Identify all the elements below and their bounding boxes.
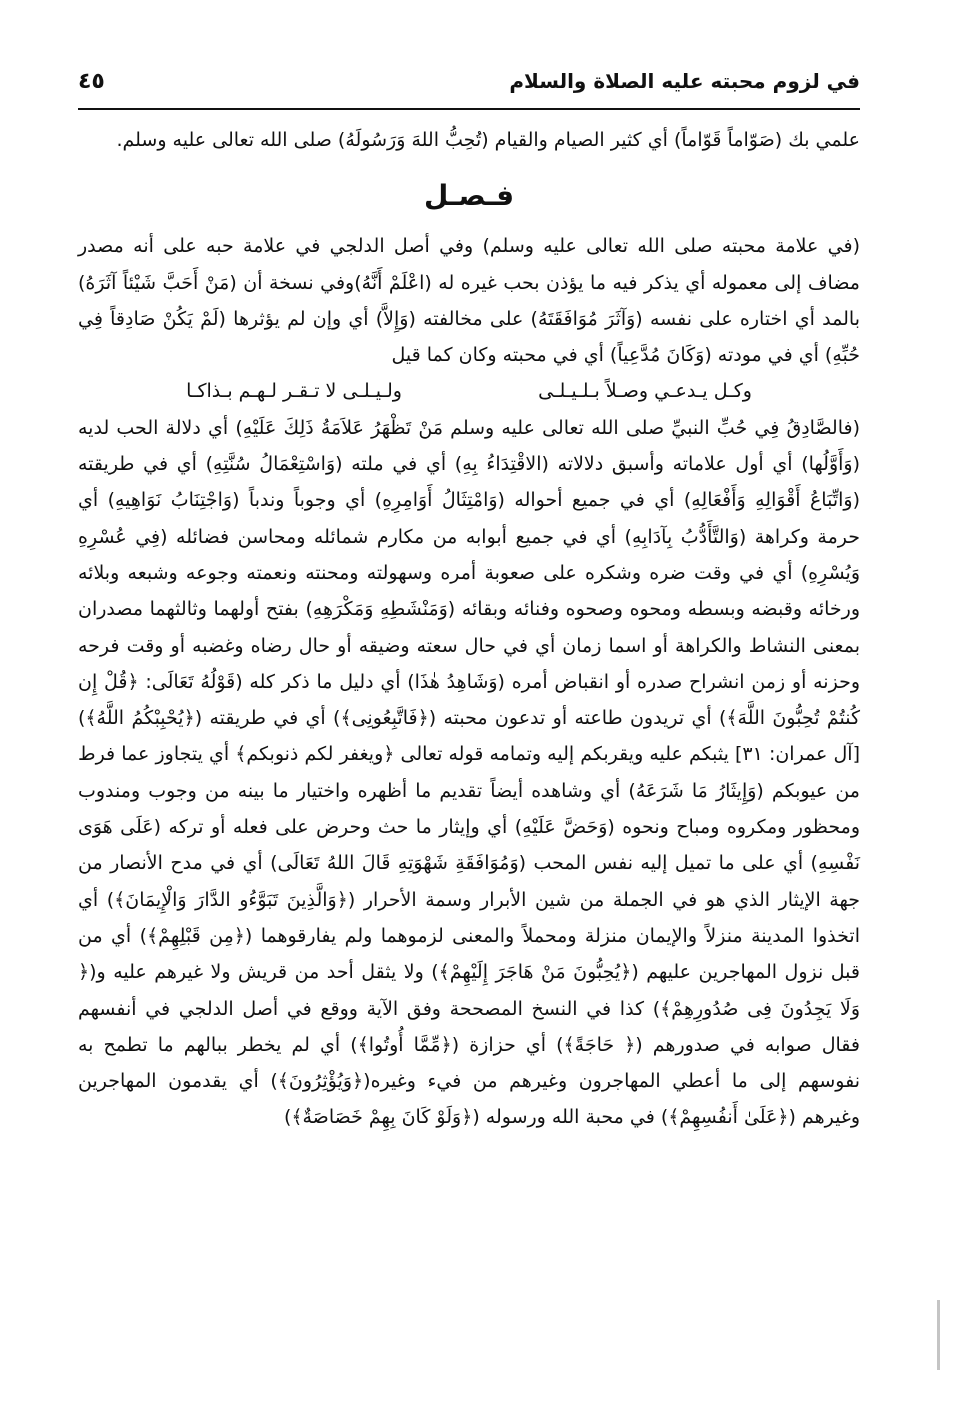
verse-hemistich-left: ولـيـلـى لا تـقـر لـهـم بـذاكـا [186,380,402,403]
section-heading: فـصـل [423,179,515,213]
paragraph: (في علامة محبته صلى الله تعالى عليه وسلم) وفي أصل الدلجي في علامة حبه على أنه مصدر مضاف إلى معموله أي يذكر فيه ما يؤذن بحب غيره له (اعْلَمْ أَنَّهُ)وفي نسخة أن (مَنْ أَحَبَّ شَيْئاً آثَرَهُ) بالمد أي اختاره على نفسه (وَآثَرَ مُوَافَقَتَهُ) على مخالفته (وَإِلاَّ) أي وإن لم يؤثرها (لَمْ يَكُنْ صَادِقاً فِي حُبِّهِ) أي في مودته (وَكَانَ مُدَّعِياً) أي في محبته وكان كما قيل [78,235,860,367]
poetry-verse [78,373,860,409]
intro-paragraph: علمي بك (صَوّاماً قَوّاماً) أي كثير الصيام والقيام (تُحِبُّ اللهَ وَرَسُولَهُ) صلى الله تعالى عليه وسلم. [116,129,860,151]
page-number: ٤٥ [78,68,105,94]
running-title: في لزوم محبته عليه الصلاة والسلام [509,69,860,93]
header-rule [78,108,860,110]
scan-edge-mark [937,1300,940,1370]
paragraph: (فالصَّادِقُ فِي حُبِّ النبيِّ صلى الله تعالى عليه وسلم مَنْ تَظْهَرُ عَلاَمَةُ ذَلِكَ عَلَيْهِ) أي دلالة الحب لديه (وَأَوَّلُها) أي أول علاماته وأسبق دلالاته (الاقْتِدَاءُ بِهِ) أي في ملته (وَاسْتِعْمَالُ سُنَّتِهِ) أي في طريقته (وَاتِّبَاعُ أَقْوَالِهِ وَأَفْعَالِهِ) أي في جميع أحواله (وَامْتِثَالُ أَوَامِرِهِ) أي وجوباً وندباً (وَاجْتِنَابُ نَوَاهِيهِ) أي حرمة وكراهة (وَالتَّأَدُّبُ بِآدَابِهِ) أي في جميع أبوابه من مكارم شمائله ومحاسن فضائله (فِي عُسْرِهِ وَيُسْرِهِ) أي في وقت ضره وشكره على صعوبة أمره وسهولته ومحنته ونعمته وجوعه وشبعه وبلائه ورخائه وقبضه وبسطه ومحوه وصحوه وفنائه وبقائه (وَمَنْشَطِهِ وَمَكْرَهِهِ) بفتح أولهما وثالثهما مصدران بمعنى النشاط والكراهة أو اسما زمان أي في حال سعته وضيقه أو حال رضاه وغضبه أو وقت فرحه وحزنه أو زمن انشراح صدره أو انقباض أمره (وَشَاهِدُ هٰذَا) أي دليل ما ذكر كله (قَوْلُهُ تَعَالَى: ﴿قُلْ إِن كُنتُمْ تُحِبُّونَ اللَّهَ﴾) أي تريدون طاعته أو تدعون محبته (﴿فَاتَّبِعُونِى﴾) أي في طريقته (﴿يُحْبِبْكُمُ اللَّهُ﴾) [آل عمران: ٣١] يثبكم عليه ويقربكم إليه وتمامه قوله تعالى ﴿ويغفر لكم ذنوبكم﴾ أي يتجاوز عما فرط من عيوبكم (وَإِيثَارُ مَا شَرَعَهُ) أي وشاهده أيضاً تقديم ما أظهره واختيار ما بينه من وجوب ومندوب ومحظور ومكروه ومباح ونحوه (وَحَضَّ عَلَيْهِ) أي وإيثار ما حث وحرض على فعله أو تركه (عَلَى هَوَى نَفْسِهِ) أي على ما تميل إليه نفس المحب (وَمُوَافَقَةِ شَهْوَتِهِ قَالَ اللهُ تَعَالَى) أي في مدح الأنصار من جهة الإيثار الذي هو في الجملة من شين الأبرار وسمة الأحرار (﴿وَالَّذِينَ تَبَوَّءُو الدَّارَ وَالْإِيمَانَ﴾) أي اتخذوا المدينة منزلاً والإيمان منزلة ومحملاً والمعنى لزموهما ولم يفارقوهما (﴿مِن قَبْلِهِمْ﴾) أي من قبل نزول المهاجرين عليهم (﴿يُحِبُّونَ مَنْ هَاجَرَ إِلَيْهِمْ﴾) ولا يثقل أحد من قريش ولا غيرهم عليه و(﴿ وَلَا يَجِدُونَ فِى صُدُورِهِمْ﴾) كذا في النسخ المصححة وفق الآية ووقع في أصل الدلجي في أنفسهم فقال صوابه في صدورهم (﴿ حَاجَةً﴾) أي حزازة (﴿مِّمَّا أُوتُوا﴾) أي لم يخطر ببالهم ما تطمح به نفوسهم إلى ما أعطي المهاجرون وغيرهم من فيء وغيره(﴿وَيُؤْثِرُونَ﴾) أي يقدمون المهاجرين وغيرهم (﴿عَلَىٰ أَنفُسِهِمْ﴾) في محبة الله ورسوله (﴿وَلَوْ كَانَ بِهِمْ خَصَاصَةٌ﴾) [78,416,860,1129]
page-header [78,58,860,104]
page-body [78,122,860,1136]
verse-hemistich-right: وكـل يـدعـي وصـلاً بـلـيـلـى [538,380,752,403]
